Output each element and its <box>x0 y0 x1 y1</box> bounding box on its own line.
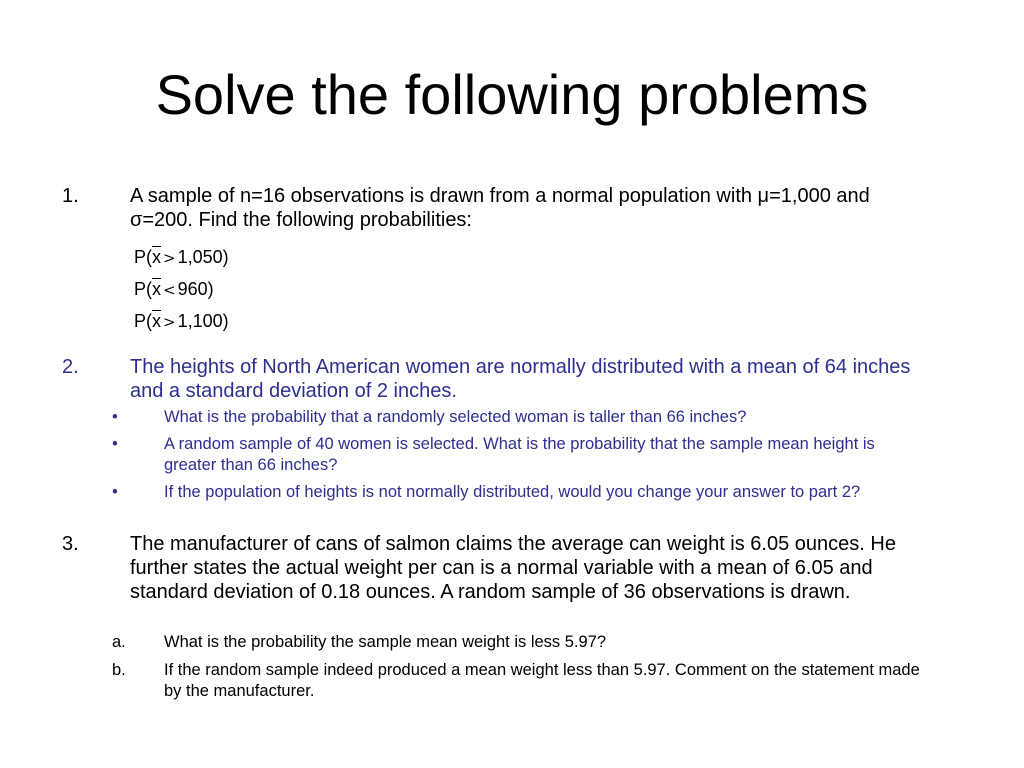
problem-3-text: The manufacturer of cans of salmon claims the average can weight is 6.05 ounces. He further states the actual weight per can is a normal variable with a mean of 6.05 and standard deviation of 0.18 ounces. A random sample of 36 observations is drawn. <box>130 533 896 603</box>
subitem-text: What is the probability the sample mean weight is less 5.97? <box>164 633 607 651</box>
problem-2-number: 2. <box>62 356 79 378</box>
greater-than-operator: > <box>163 313 176 331</box>
greater-than-operator: > <box>163 249 176 267</box>
subitem-text: If the random sample indeed produced a mean weight less than 5.97. Comment on the statement made by the manufacturer. <box>164 661 920 700</box>
subitem-marker: a. <box>112 633 126 651</box>
bullet-marker: • <box>112 435 118 453</box>
bullet-text: What is the probability that a randomly selected woman is taller than 66 inches? <box>164 408 747 426</box>
bullet-marker: • <box>112 408 118 426</box>
less-than-operator: < <box>163 281 176 299</box>
x-bar: $\overline{x}$ <box>152 279 161 299</box>
bullet-marker: • <box>112 483 118 501</box>
x-bar: $\overline{x}$ <box>152 311 161 331</box>
formula-1: $P(\overline{x} > 1,050)$ <box>134 247 229 267</box>
problem-1-text: A sample of n=16 observations is drawn from a normal population with μ=1,000 and σ=200. Find the following probabilities: <box>130 185 870 231</box>
formula-2: $P(\overline{x} < 960)$ <box>134 279 214 299</box>
problem-2-text: The heights of North American women are normally distributed with a mean of 64 inches and a standard deviation of 2 inches. <box>130 356 911 402</box>
problem-1-number: 1. <box>62 185 79 207</box>
bullet-text: A random sample of 40 women is selected. What is the probability that the sample mean height is greater than 66 inches? <box>164 435 875 474</box>
problem-3-number: 3. <box>62 533 79 555</box>
formula-3: $P(\overline{x} > 1,100)$ <box>134 311 229 331</box>
bullet-text: If the population of heights is not normally distributed, would you change your answer to part 2? <box>164 483 861 501</box>
x-bar: $\overline{x}$ <box>152 247 161 267</box>
slide-title: Solve the following problems <box>155 63 869 126</box>
subitem-marker: b. <box>112 661 126 679</box>
